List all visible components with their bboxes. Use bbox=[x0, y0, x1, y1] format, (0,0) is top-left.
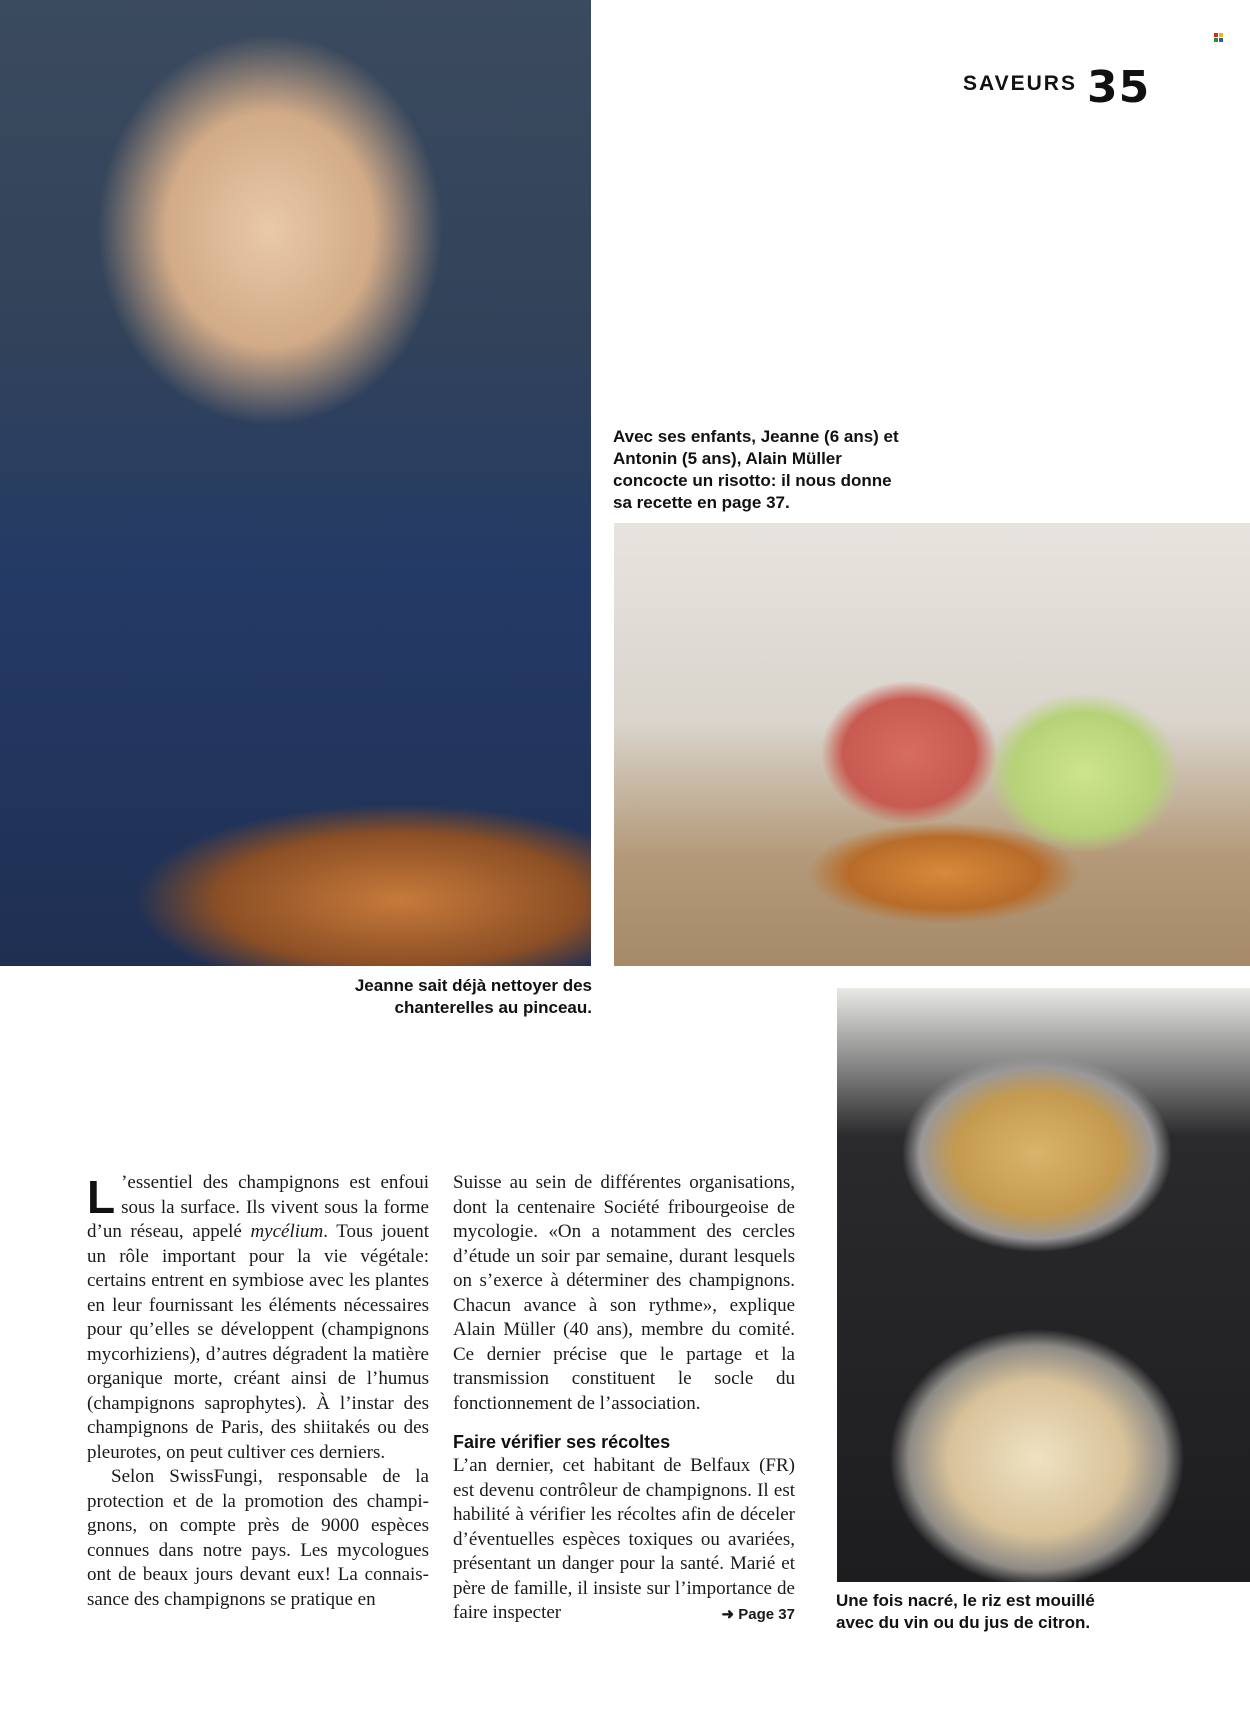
article-paragraph-1 bbox=[87, 1171, 429, 1465]
drop-cap: L bbox=[87, 1171, 116, 1223]
brand-logo-icon bbox=[1214, 33, 1223, 42]
paragraph-text: ’essentiel des champignons est enfoui sous la surface. Ils vivent sous la forme d’un réseau, appelé bbox=[87, 1172, 429, 1242]
paragraph-text: Selon SwissFungi, responsable de la protection et de la promotion des champignons, on compte près de 9000 espèces connues dans notre pays. Les mycologues ont de beaux jours devant eux! La connaissance des champignons se pratique en bbox=[87, 1466, 429, 1610]
article-column-right bbox=[453, 1171, 795, 1628]
brand-square-green bbox=[1214, 38, 1218, 42]
brand-square-blue bbox=[1219, 38, 1223, 42]
caption-girl-photo: Jeanne sait déjà nettoyer des chanterelles au pinceau. bbox=[354, 976, 592, 1017]
article-paragraph-2 bbox=[87, 1465, 429, 1612]
page-number: 35 bbox=[1087, 62, 1151, 113]
paragraph-text: L’an dernier, cet habitant de Belfaux (FR) est devenu contrôleur de champignons. Il est habilité à vérifier les récoltes afin de déceler d’éventuelles espèces toxiques ou avariées, présentant un danger pour la santé. Marié et père de famille, il insiste sur l’importance de faire inspecter bbox=[453, 1455, 795, 1623]
brand-square-red bbox=[1214, 33, 1218, 37]
photo-family-cooking bbox=[614, 523, 1250, 966]
article-column-left bbox=[87, 1171, 429, 1612]
paragraph-text: Suisse au sein de différentes organisations, dont la centenaire Société fribourgeoise de mycologie. «On a notamment des cercles d’étude un soir par semaine, durant lesquels on s’exerce à déterminer des champignons. Chacun avance à son rythme», explique Alain Müller (40 ans), membre du comité. Ce dernier précise que le partage et la transmission constituent le socle du fonctionnement de l’association. bbox=[453, 1172, 795, 1414]
continued-page-link[interactable]: ➜ Page 37 bbox=[721, 1606, 795, 1623]
article-paragraph-2-continued bbox=[453, 1171, 795, 1416]
brand-square-yellow bbox=[1219, 33, 1223, 37]
paragraph-text: . Tous jouent un rôle important pour la vie végétale: certains entrent en symbiose avec les plantes en leur fournissant les éléments nécessaires pour qu’elles se développent (champignons mycorhiziens), d’autres dégradent la matière organique morte, créant ainsi de l’humus (champignons saprophytes). À l’instar des champignons de Paris, des shiitakés ou des pleurotes, on peut cultiver ces derniers. bbox=[87, 1221, 429, 1463]
article-paragraph-3 bbox=[453, 1454, 795, 1626]
emphasis-mycelium: mycélium bbox=[250, 1221, 324, 1242]
photo-girl-cleaning-chanterelles bbox=[0, 0, 591, 966]
caption-risotto-photo: Une fois nacré, le riz est mouillé avec du vin ou du jus de citron. bbox=[836, 1591, 1095, 1632]
photo-risotto-pans bbox=[837, 988, 1250, 1582]
section-title: SAVEURS bbox=[963, 72, 1077, 95]
caption-family-photo: Avec ses enfants, Jeanne (6 ans) et Antonin (5 ans), Alain Müller concocte un risotto: il nous donne sa recette en page 37. bbox=[613, 427, 899, 512]
article-subheading: Faire vérifier ses récoltes bbox=[453, 1432, 671, 1452]
